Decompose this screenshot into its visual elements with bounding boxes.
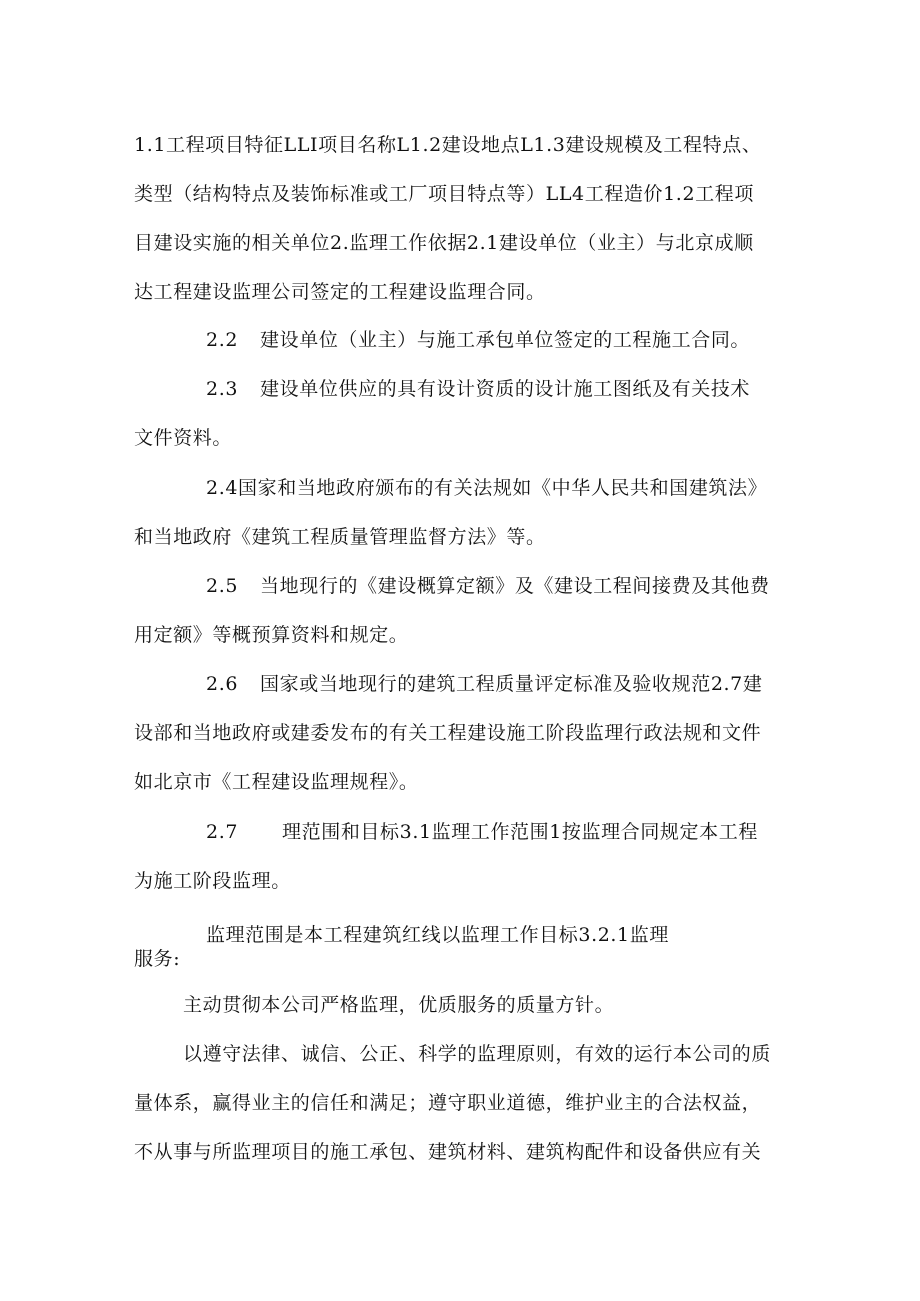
text-line: 类型（结构特点及装饰标准或工厂项目特点等）LL4工程造价1.2工程项 <box>134 183 754 205</box>
text-line: 建设单位供应的具有设计资质的设计施工图纸及有关技术 <box>260 378 751 400</box>
section-number: 2.7 <box>206 821 239 843</box>
text-line: 不从事与所监理项目的施工承包、建筑材料、建筑构配件和设备供应有关 <box>134 1141 762 1163</box>
section-number: 2.2 <box>206 329 239 351</box>
section-number: 2.3 <box>206 378 239 400</box>
text-line: 当地现行的《建设概算定额》及《建设工程间接费及其他费 <box>260 575 770 597</box>
text-line: 为施工阶段监理。 <box>134 870 291 892</box>
text-line: 文件资料。 <box>134 427 233 449</box>
text-line: 以遵守法律、诚信、公正、科学的监理原则，有效的运行本公司的质 <box>183 1043 772 1065</box>
text-line: 2.4国家和当地政府颁布的有关法规如《中华人民共和国建筑法》 <box>206 477 768 499</box>
section-number: 2.6 <box>206 673 239 695</box>
text-line: 国家或当地现行的建筑工程质量评定标准及验收规范2.7建 <box>260 673 763 695</box>
text-line: 用定额》等概预算资料和规定。 <box>134 624 409 646</box>
paragraph-2-7 <box>206 820 758 844</box>
text-line: 量体系，赢得业主的信任和满足；遵守职业道德，维护业主的合法权益， <box>134 1092 762 1114</box>
text-line: 达工程建设监理公司签定的工程建设监理合同。 <box>134 281 546 303</box>
section-number: 2.5 <box>206 575 239 597</box>
paragraph-2-2 <box>206 328 750 352</box>
text-line: 服务: <box>134 948 181 970</box>
text-line: 和当地政府《建筑工程质量管理监督方法》等。 <box>134 526 546 548</box>
text-line: 如北京市《工程建设监理规程》。 <box>134 771 419 793</box>
text-line: 主动贯彻本公司严格监理，优质服务的质量方针。 <box>183 994 615 1016</box>
paragraph-2-3 <box>206 377 750 401</box>
text-line: 建设单位（业主）与施工承包单位签定的工程施工合同。 <box>260 329 751 351</box>
text-line: 理范围和目标3.1监理工作范围1按监理合同规定本工程 <box>282 821 758 843</box>
paragraph-2-6 <box>206 672 762 696</box>
text-line: 设部和当地政府或建委发布的有关工程建设施工阶段监理行政法规和文件 <box>134 722 762 744</box>
paragraph-2-5 <box>206 574 770 598</box>
text-line: 目建设实施的相关单位2.监理工作依据2.1建设单位（业主）与北京成顺 <box>134 232 754 254</box>
text-line: 1.1工程项目特征LLI项目名称L1.2建设地点L1.3建设规模及工程特点、 <box>134 134 762 156</box>
text-line: 监理范围是本工程建筑红线以监理工作目标3.2.1监理 <box>206 924 669 946</box>
